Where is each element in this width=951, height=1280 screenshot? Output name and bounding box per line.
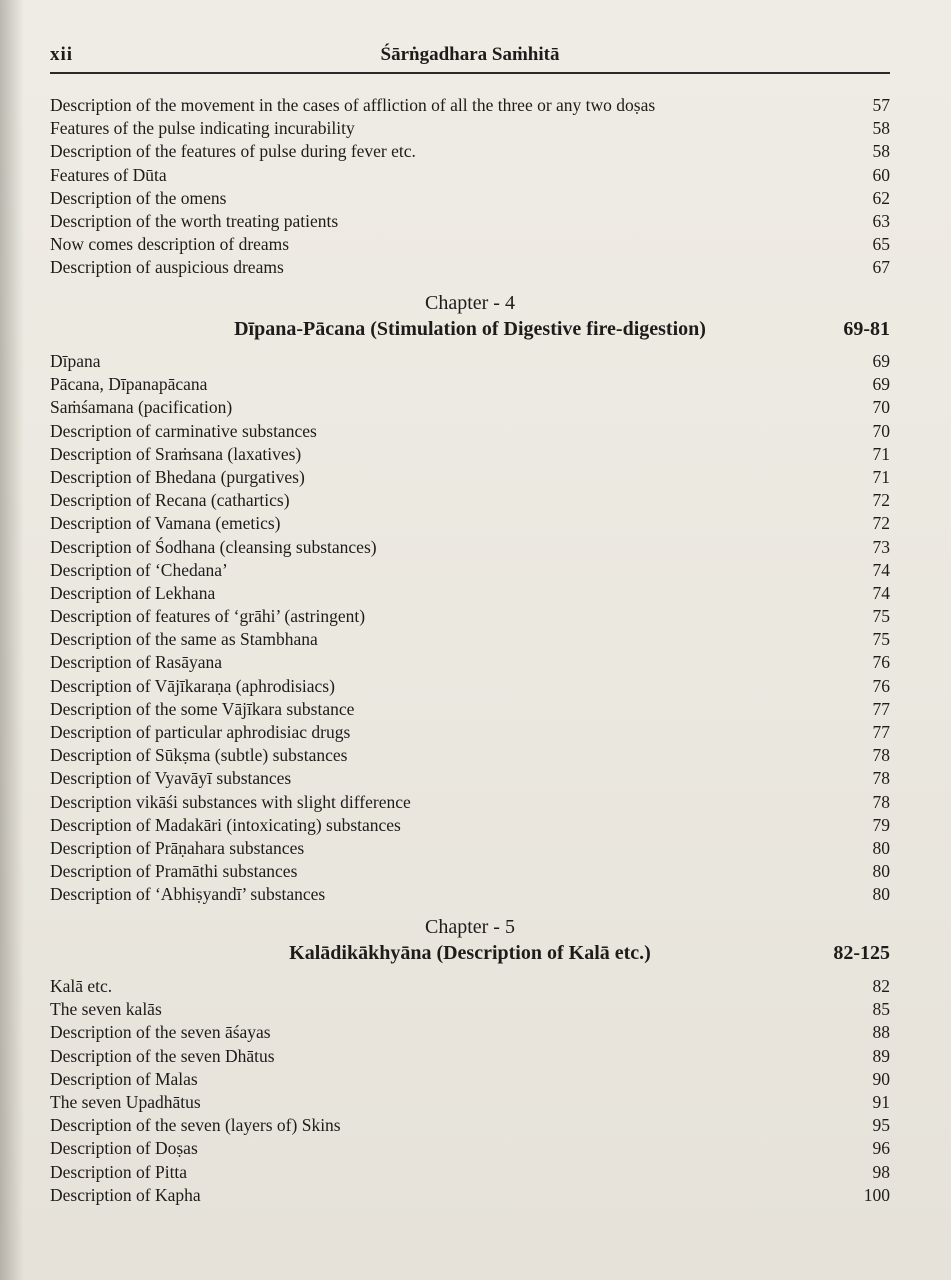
toc-entry-title: Saṁśamana (pacification) xyxy=(50,397,233,418)
toc-entry-page: 72 xyxy=(872,490,890,511)
toc-entry-title: Now comes description of dreams xyxy=(50,234,290,255)
toc-entry xyxy=(50,373,890,396)
toc-entry-page: 71 xyxy=(872,443,890,464)
toc-entry xyxy=(50,791,890,814)
toc-entry xyxy=(50,164,890,187)
toc-entry xyxy=(50,94,890,117)
toc-entry-page: 65 xyxy=(872,234,890,255)
toc-entry-title: Description of the some Vājīkara substance xyxy=(50,698,355,719)
toc-entry xyxy=(50,998,890,1021)
toc-entry xyxy=(50,117,890,140)
toc-entry-title: Description of Sūkṣma (subtle) substances xyxy=(50,745,348,766)
toc-entry-page: 80 xyxy=(872,861,890,882)
toc-entry-title: Description of Bhedana (purgatives) xyxy=(50,466,305,487)
toc-entry-title: Description of Pramāthi substances xyxy=(50,861,298,882)
toc-entry xyxy=(50,582,890,605)
toc-entry-page: 100 xyxy=(863,1184,890,1205)
toc-entry-title: Description of Lekhana xyxy=(50,582,216,603)
toc-entry-title: Features of Dūta xyxy=(50,164,167,185)
toc-entry-title: Description of Rasāyana xyxy=(50,652,223,673)
toc-entry xyxy=(50,1021,890,1044)
toc-entry-page: 70 xyxy=(872,420,890,441)
toc-entry xyxy=(50,721,890,744)
toc-entry-page: 74 xyxy=(872,582,890,603)
toc-entry-page: 74 xyxy=(872,559,890,580)
toc-entry-title: Description of the seven Dhātus xyxy=(50,1045,275,1066)
toc-entry-title: Description of Sraṁsana (laxatives) xyxy=(50,443,302,464)
toc-entry-title: Description of Madakāri (intoxicating) substances xyxy=(50,814,401,835)
toc-entry xyxy=(50,1091,890,1114)
toc-entry-page: 69 xyxy=(872,351,890,371)
running-header xyxy=(50,40,890,74)
toc-list-top xyxy=(50,94,890,280)
chapter-5-number: Chapter - 5 xyxy=(425,916,515,938)
toc-entry-title: Description of ‘Chedana’ xyxy=(50,559,228,580)
toc-entry-title: Description of the features of pulse during fever etc. xyxy=(50,141,416,162)
toc-entry-page: 95 xyxy=(872,1115,890,1136)
toc-entry-page: 58 xyxy=(872,141,890,162)
toc-entry-title: Description of Pitta xyxy=(50,1161,188,1182)
toc-entry-title: Description of Śodhana (cleansing substances) xyxy=(50,536,377,557)
toc-entry-title: Description vikāśi substances with slight difference xyxy=(50,791,411,812)
toc-entry xyxy=(50,256,890,279)
toc-entry-page: 62 xyxy=(872,187,890,208)
toc-entry-page: 80 xyxy=(872,884,890,905)
toc-entry-page: 67 xyxy=(872,257,890,278)
toc-entry-title: Description of Recana (cathartics) xyxy=(50,490,290,511)
page-gutter-shadow xyxy=(0,0,24,1280)
toc-entry-page: 79 xyxy=(872,814,890,835)
toc-entry xyxy=(50,210,890,233)
toc-entry xyxy=(50,559,890,582)
toc-entry xyxy=(50,1161,890,1184)
toc-entry xyxy=(50,814,890,837)
toc-entry-page: 73 xyxy=(872,536,890,557)
toc-entry-page: 78 xyxy=(872,791,890,812)
toc-entry-title: Kalā etc. xyxy=(50,976,113,996)
toc-entry-page: 88 xyxy=(872,1022,890,1043)
toc-entry-page: 70 xyxy=(872,397,890,418)
chapter-4-number: Chapter - 4 xyxy=(425,292,515,314)
toc-entry-title: Description of carminative substances xyxy=(50,420,317,441)
toc-entry xyxy=(50,883,890,906)
toc-entry-page: 76 xyxy=(872,652,890,673)
toc-entry-title: Description of the omens xyxy=(50,187,227,208)
toc-entry-page: 91 xyxy=(872,1091,890,1112)
toc-entry-page: 76 xyxy=(872,675,890,696)
toc-entry-page: 90 xyxy=(872,1068,890,1089)
chapter-4-title: Dīpana-Pācana (Stimulation of Digestive fire-digestion) xyxy=(234,318,706,340)
toc-entry-page: 75 xyxy=(872,606,890,627)
toc-entry-page: 75 xyxy=(872,629,890,650)
toc-entry xyxy=(50,489,890,512)
toc-entry-title: Description of the movement in the cases of affliction of all the three or any two doṣas xyxy=(50,95,656,115)
toc-entry-title: Description of Doṣas xyxy=(50,1138,198,1159)
chapter-4-pages: 69-81 xyxy=(843,318,890,340)
toc-entry xyxy=(50,512,890,535)
chapter-5-pages: 82-125 xyxy=(833,942,890,964)
toc-entry-title: Description of the worth treating patients xyxy=(50,210,339,231)
toc-entry xyxy=(50,860,890,883)
toc-entry xyxy=(50,767,890,790)
header-book-title: Śārṅgadhara Saṁhitā xyxy=(380,44,560,65)
toc-entry-page: 98 xyxy=(872,1161,890,1182)
toc-entry-page: 78 xyxy=(872,768,890,789)
toc-entry-page: 58 xyxy=(872,118,890,139)
toc-entry xyxy=(50,420,890,443)
toc-entry xyxy=(50,140,890,163)
toc-entry-page: 77 xyxy=(872,698,890,719)
toc-entry-title: The seven kalās xyxy=(50,999,162,1020)
toc-list-chapter-4 xyxy=(50,350,890,907)
toc-entry-title: Description of Vamana (emetics) xyxy=(50,513,281,534)
toc-entry-title: Description of Kapha xyxy=(50,1184,201,1205)
toc-entry-page: 72 xyxy=(872,513,890,534)
toc-entry-page: 82 xyxy=(872,976,890,996)
toc-entry-title: Description of Malas xyxy=(50,1068,198,1089)
toc-entry-title: Description of the same as Stambhana xyxy=(50,629,318,650)
toc-entry-title: Description of the seven āśayas xyxy=(50,1022,271,1043)
toc-entry-title: Description of features of ‘grāhi’ (astringent) xyxy=(50,606,366,627)
toc-entry xyxy=(50,536,890,559)
toc-entry xyxy=(50,466,890,489)
toc-list-chapter-5 xyxy=(50,975,890,1207)
toc-entry-page: 96 xyxy=(872,1138,890,1159)
toc-entry xyxy=(50,187,890,210)
toc-entry-page: 85 xyxy=(872,999,890,1020)
toc-entry xyxy=(50,651,890,674)
toc-entry-page: 71 xyxy=(872,466,890,487)
toc-entry xyxy=(50,698,890,721)
chapter-5-title: Kalādikākhyāna (Description of Kalā etc.) xyxy=(289,942,651,964)
toc-entry-title: Description of Prāṇahara substances xyxy=(50,837,305,858)
toc-entry-title: Description of particular aphrodisiac drugs xyxy=(50,722,351,742)
toc-entry-title: Description of the seven (layers of) Skins xyxy=(50,1115,341,1136)
toc-entry xyxy=(50,233,890,256)
toc-entry xyxy=(50,1045,890,1068)
toc-entry xyxy=(50,675,890,698)
toc-entry-page: 57 xyxy=(872,95,890,115)
toc-entry-page: 89 xyxy=(872,1045,890,1066)
toc-entry-page: 80 xyxy=(872,837,890,858)
toc-entry-page: 69 xyxy=(872,374,890,395)
toc-entry xyxy=(50,1184,890,1207)
toc-entry-title: Description of Vyavāyī substances xyxy=(50,768,292,789)
toc-entry xyxy=(50,744,890,767)
toc-entry-title: The seven Upadhātus xyxy=(50,1091,201,1112)
toc-entry xyxy=(50,350,890,373)
toc-entry-title: Features of the pulse indicating incurability xyxy=(50,118,355,139)
toc-entry xyxy=(50,628,890,651)
toc-entry-title: Description of auspicious dreams xyxy=(50,257,284,278)
toc-entry xyxy=(50,1068,890,1091)
toc-entry xyxy=(50,443,890,466)
toc-entry-page: 60 xyxy=(872,164,890,185)
toc-entry-page: 63 xyxy=(872,210,890,231)
toc-entry-title: Description of Vājīkaraṇa (aphrodisiacs) xyxy=(50,675,335,696)
toc-entry xyxy=(50,1114,890,1137)
toc-entry xyxy=(50,605,890,628)
toc-entry-title: Pācana, Dīpanapācana xyxy=(50,374,208,395)
toc-entry xyxy=(50,396,890,419)
toc-entry xyxy=(50,975,890,998)
toc-entry xyxy=(50,1137,890,1160)
toc-entry-title: Dīpana xyxy=(50,351,101,371)
toc-entry-title: Description of ‘Abhiṣyandī’ substances xyxy=(50,884,326,905)
toc-entry-page: 78 xyxy=(872,745,890,766)
toc-entry-page: 77 xyxy=(872,722,890,742)
toc-entry xyxy=(50,837,890,860)
header-page-number: xii xyxy=(50,44,74,65)
